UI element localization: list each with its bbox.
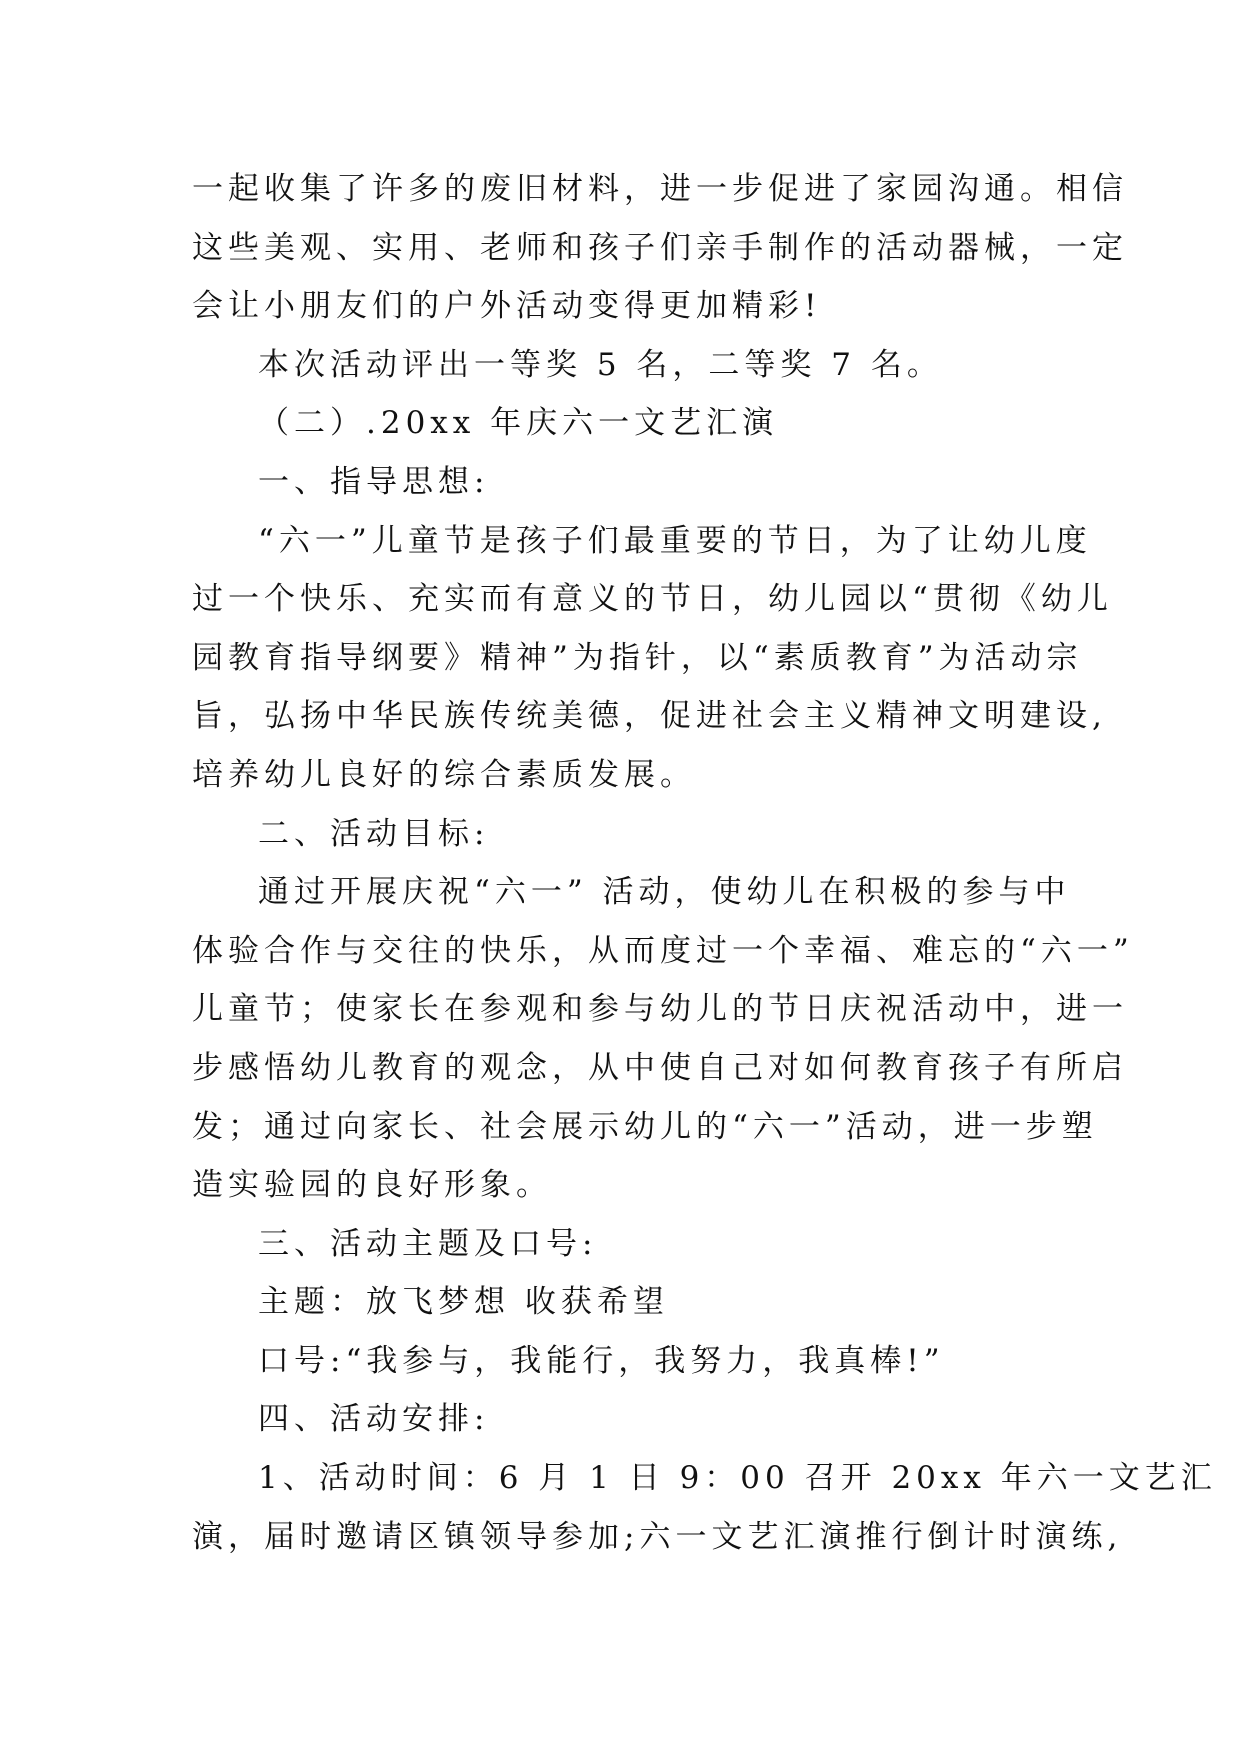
text-line: 儿童节；使家长在参观和参与幼儿的节日庆祝活动中，进一 — [192, 991, 1128, 1028]
text-line: 发；通过向家长、社会展示幼儿的“六一”活动，进一步塑 — [192, 1108, 1098, 1145]
text-line: 园教育指导纲要》精神”为指针，以“素质教育”为活动宗 — [192, 639, 1083, 676]
text-line: 演，届时邀请区镇领导参加;六一文艺汇演推行倒计时演练, — [192, 1518, 1123, 1555]
text-line: 这些美观、实用、老师和孩子们亲手制作的活动器械，一定 — [192, 229, 1128, 266]
text-line: 造实验园的良好形象。 — [192, 1167, 552, 1204]
subsection-heading: 四、活动安排: — [258, 1401, 490, 1438]
theme-line: 主题：放飞梦想 收获希望 — [258, 1284, 669, 1321]
text-line: 1、活动时间：6 月 1 日 9：00 召开 20xx 年六一文艺汇 — [258, 1460, 1217, 1497]
text-line: 步感悟幼儿教育的观念，从中使自己对如何教育孩子有所启 — [192, 1049, 1128, 1086]
award-summary: 本次活动评出一等奖 5 名，二等奖 7 名。 — [258, 346, 943, 383]
text-line: 过一个快乐、充实而有意义的节日，幼儿园以“贯彻《幼儿 — [192, 581, 1113, 618]
text-line: 会让小朋友们的户外活动变得更加精彩! — [192, 288, 822, 325]
text-line: “六一”儿童节是孩子们最重要的节日，为了让幼儿度 — [258, 522, 1092, 559]
document-body — [192, 160, 1217, 1566]
subsection-heading: 二、活动目标: — [258, 815, 490, 852]
slogan-line: 口号:“我参与，我能行，我努力，我真棒!” — [258, 1342, 945, 1379]
subsection-heading: 三、活动主题及口号: — [258, 1225, 598, 1262]
subsection-heading: 一、指导思想: — [258, 463, 490, 500]
section-heading: （二）.20xx 年庆六一文艺汇演 — [258, 405, 779, 442]
text-line: 培养幼儿良好的综合素质发展。 — [192, 756, 696, 793]
text-line: 通过开展庆祝“六一” 活动，使幼儿在积极的参与中 — [258, 874, 1071, 911]
text-line: 旨，弘扬中华民族传统美德，促进社会主义精神文明建设, — [192, 698, 1107, 735]
text-line: 一起收集了许多的废旧材料，进一步促进了家园沟通。相信 — [192, 171, 1128, 207]
text-line: 体验合作与交往的快乐，从而度过一个幸福、难忘的“六一” — [192, 932, 1134, 969]
